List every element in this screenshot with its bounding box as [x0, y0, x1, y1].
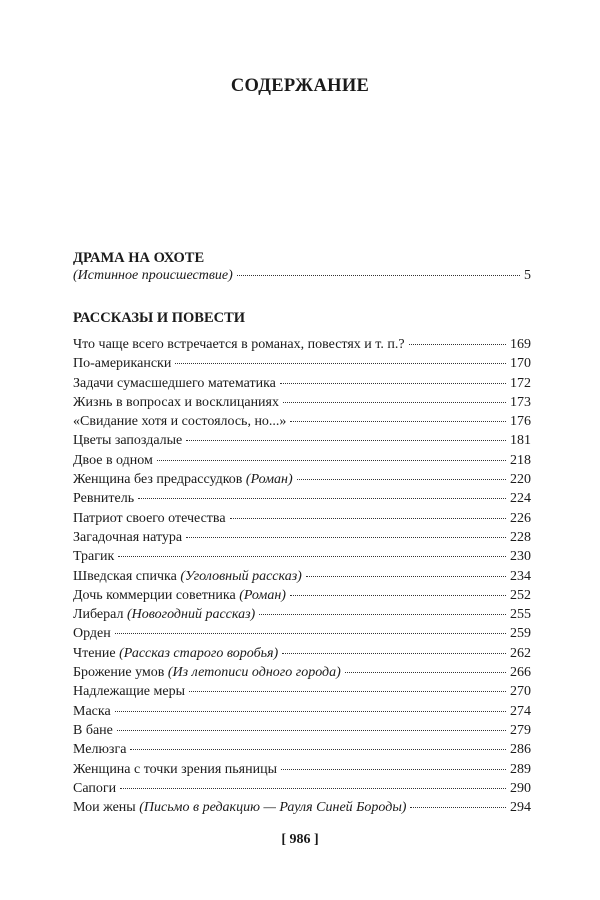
dot-leader — [230, 517, 506, 519]
toc-entry-page: 228 — [510, 529, 531, 545]
toc-entry-text: Либерал — [73, 607, 124, 623]
toc-entry-page: 172 — [510, 375, 531, 391]
toc-entry — [73, 760, 531, 779]
toc-entry — [73, 470, 531, 489]
toc-entry-text: Задачи сумасшедшего математика — [73, 375, 276, 391]
toc-entry — [73, 451, 531, 470]
dot-leader — [290, 420, 506, 422]
toc-entry-title — [73, 528, 182, 547]
dot-leader — [345, 671, 506, 673]
dot-leader — [409, 343, 506, 345]
toc-entry — [73, 721, 531, 740]
toc-entry-text: Загадочная натура — [73, 529, 183, 545]
toc-entry — [73, 702, 531, 721]
toc-entry-title — [73, 663, 341, 682]
toc-entry-page: 173 — [510, 394, 531, 410]
toc-entry-subtitle: (Из летописи одного города) — [167, 665, 341, 681]
toc-entry-text: Мои жены — [73, 800, 136, 816]
toc-entry-text: По-американски — [73, 356, 172, 372]
toc-entry-page: 290 — [510, 780, 531, 796]
toc-entry-text: Что чаще всего встречается в романах, повестях и т. п.? — [73, 337, 405, 352]
toc-entry-title — [73, 266, 233, 285]
toc-entry-title — [73, 605, 255, 624]
toc-entry-page: 294 — [510, 800, 531, 816]
toc-entry-subtitle: (Роман) — [239, 587, 286, 603]
toc-entry-title — [73, 760, 277, 779]
toc-entry-page: 224 — [510, 491, 531, 507]
dot-leader — [283, 401, 506, 403]
toc-entry-text: Женщина с точки зрения пьяницы — [73, 761, 278, 777]
toc-entry — [73, 509, 531, 528]
dot-leader — [280, 382, 506, 384]
toc-entry — [73, 335, 531, 354]
toc-entry-text: Трагик — [73, 549, 115, 565]
toc-entry-text: Маска — [73, 703, 111, 719]
toc-list-stories — [73, 335, 531, 817]
toc-entry-page: 230 — [510, 549, 531, 565]
dot-leader — [120, 787, 506, 789]
toc-entry-title — [73, 547, 114, 566]
toc-entry-text: В бане — [73, 722, 113, 738]
toc-entry — [73, 567, 531, 586]
toc-list-drama — [73, 266, 531, 285]
toc-entry-page: 226 — [510, 510, 531, 526]
dot-leader — [410, 806, 506, 808]
toc-entry-text: Патриот своего отечества — [73, 510, 226, 526]
toc-entry-page: 234 — [510, 568, 531, 584]
toc-entry-page: 279 — [510, 722, 531, 738]
toc-entry-title — [73, 451, 153, 470]
toc-entry-title — [73, 644, 278, 663]
toc-entry-page: 170 — [510, 356, 531, 372]
toc-entry — [73, 624, 531, 643]
toc-entry-page: 266 — [510, 665, 531, 681]
toc-entry — [73, 644, 531, 663]
section-title-drama: ДРАМА НА ОХОТЕ — [73, 250, 205, 266]
dot-leader — [138, 497, 506, 499]
toc-entry-text: Жизнь в вопросах и восклицаниях — [73, 394, 279, 410]
toc-entry-title — [73, 470, 293, 489]
toc-entry-page: 252 — [510, 587, 531, 603]
dot-leader — [115, 632, 506, 634]
toc-entry-title — [73, 489, 134, 508]
toc-entry-page: 255 — [510, 607, 531, 623]
toc-entry — [73, 374, 531, 393]
toc-entry-text: Надлежащие меры — [73, 684, 185, 700]
toc-entry-subtitle: (Рассказ старого воробья) — [119, 645, 279, 661]
toc-entry-title — [73, 702, 111, 721]
toc-entry-subtitle: (Новогодний рассказ) — [126, 607, 256, 623]
toc-entry — [73, 393, 531, 412]
dot-leader — [186, 536, 506, 538]
toc-entry-title — [73, 586, 286, 605]
toc-entry-title — [73, 374, 276, 393]
toc-entry-title — [73, 740, 126, 759]
toc-entry — [73, 740, 531, 759]
dot-leader — [297, 478, 506, 480]
dot-leader — [175, 362, 506, 364]
toc-entry-title — [73, 779, 116, 798]
toc-entry-subtitle: (Роман) — [245, 472, 293, 488]
dot-leader — [186, 439, 506, 441]
toc-entry — [73, 663, 531, 682]
toc-entry — [73, 682, 531, 701]
toc-entry — [73, 412, 531, 431]
toc-entry-page: 181 — [510, 433, 531, 449]
dot-leader — [306, 575, 506, 577]
toc-entry-subtitle: (Уголовный рассказ) — [180, 568, 302, 584]
toc-entry-text: Женщина без предрассудков — [73, 472, 243, 488]
dot-leader — [259, 613, 506, 615]
toc-entry — [73, 779, 531, 798]
toc-entry-text: Мелюзга — [73, 742, 127, 758]
toc-entry-title — [73, 393, 279, 412]
dot-leader — [115, 710, 506, 712]
toc-entry-title — [73, 354, 171, 373]
toc-entry — [73, 489, 531, 508]
dot-leader — [117, 729, 506, 731]
toc-entry-title — [73, 721, 113, 740]
toc-entry — [73, 547, 531, 566]
toc-entry-title — [73, 682, 185, 701]
toc-entry-title — [73, 798, 406, 817]
toc-entry-title — [73, 431, 182, 450]
toc-entry — [73, 605, 531, 624]
toc-entry-text: Чтение — [73, 645, 116, 661]
toc-entry-text: Сапоги — [73, 780, 117, 796]
dot-leader — [237, 274, 520, 276]
toc-entry — [73, 354, 531, 373]
toc-entry-text: Орден — [73, 626, 111, 642]
toc-entry-page: 176 — [510, 414, 531, 430]
toc-entry — [73, 266, 531, 285]
page-number: [ 986 ] — [281, 832, 319, 847]
dot-leader — [281, 768, 506, 770]
toc-entry-page: 169 — [510, 337, 531, 352]
toc-entry-text: Ревнитель — [73, 491, 135, 507]
toc-entry-text: «Свидание хотя и состоялось, но...» — [73, 414, 287, 430]
toc-entry-title — [73, 335, 405, 354]
toc-entry — [73, 431, 531, 450]
toc-entry-page: 5 — [524, 268, 531, 283]
page-title: СОДЕРЖАНИЕ — [230, 76, 370, 96]
dot-leader — [282, 652, 506, 654]
toc-entry-subtitle: (Истинное происшествие) — [73, 268, 233, 283]
dot-leader — [130, 748, 506, 750]
toc-entry-page: 259 — [510, 626, 531, 642]
toc-entry-page: 274 — [510, 703, 531, 719]
dot-leader — [290, 594, 506, 596]
dot-leader — [157, 459, 506, 461]
toc-entry-text: Шведская спичка — [73, 568, 177, 584]
toc-entry-page: 220 — [510, 472, 531, 488]
toc-entry-title — [73, 567, 302, 586]
toc-entry-text: Цветы запоздалые — [73, 433, 183, 449]
toc-entry-page: 286 — [510, 742, 531, 758]
toc-entry-page: 289 — [510, 761, 531, 777]
section-title-stories: РАССКАЗЫ И ПОВЕСТИ — [73, 310, 246, 326]
toc-entry-title — [73, 624, 111, 643]
dot-leader — [189, 690, 506, 692]
toc-entry — [73, 528, 531, 547]
toc-entry-subtitle: (Письмо в редакцию — Рауля Синей Бороды) — [139, 800, 407, 816]
toc-entry-page: 270 — [510, 684, 531, 700]
toc-entry-page: 262 — [510, 645, 531, 661]
toc-entry-text: Двое в одном — [73, 452, 153, 468]
toc-entry-text: Дочь коммерции советника — [73, 587, 236, 603]
toc-entry-text: Брожение умов — [73, 665, 165, 681]
toc-entry-title — [73, 412, 286, 431]
dot-leader — [118, 555, 506, 557]
toc-entry-title — [73, 509, 226, 528]
toc-entry — [73, 586, 531, 605]
toc-entry-page: 218 — [510, 452, 531, 468]
toc-entry — [73, 798, 531, 817]
